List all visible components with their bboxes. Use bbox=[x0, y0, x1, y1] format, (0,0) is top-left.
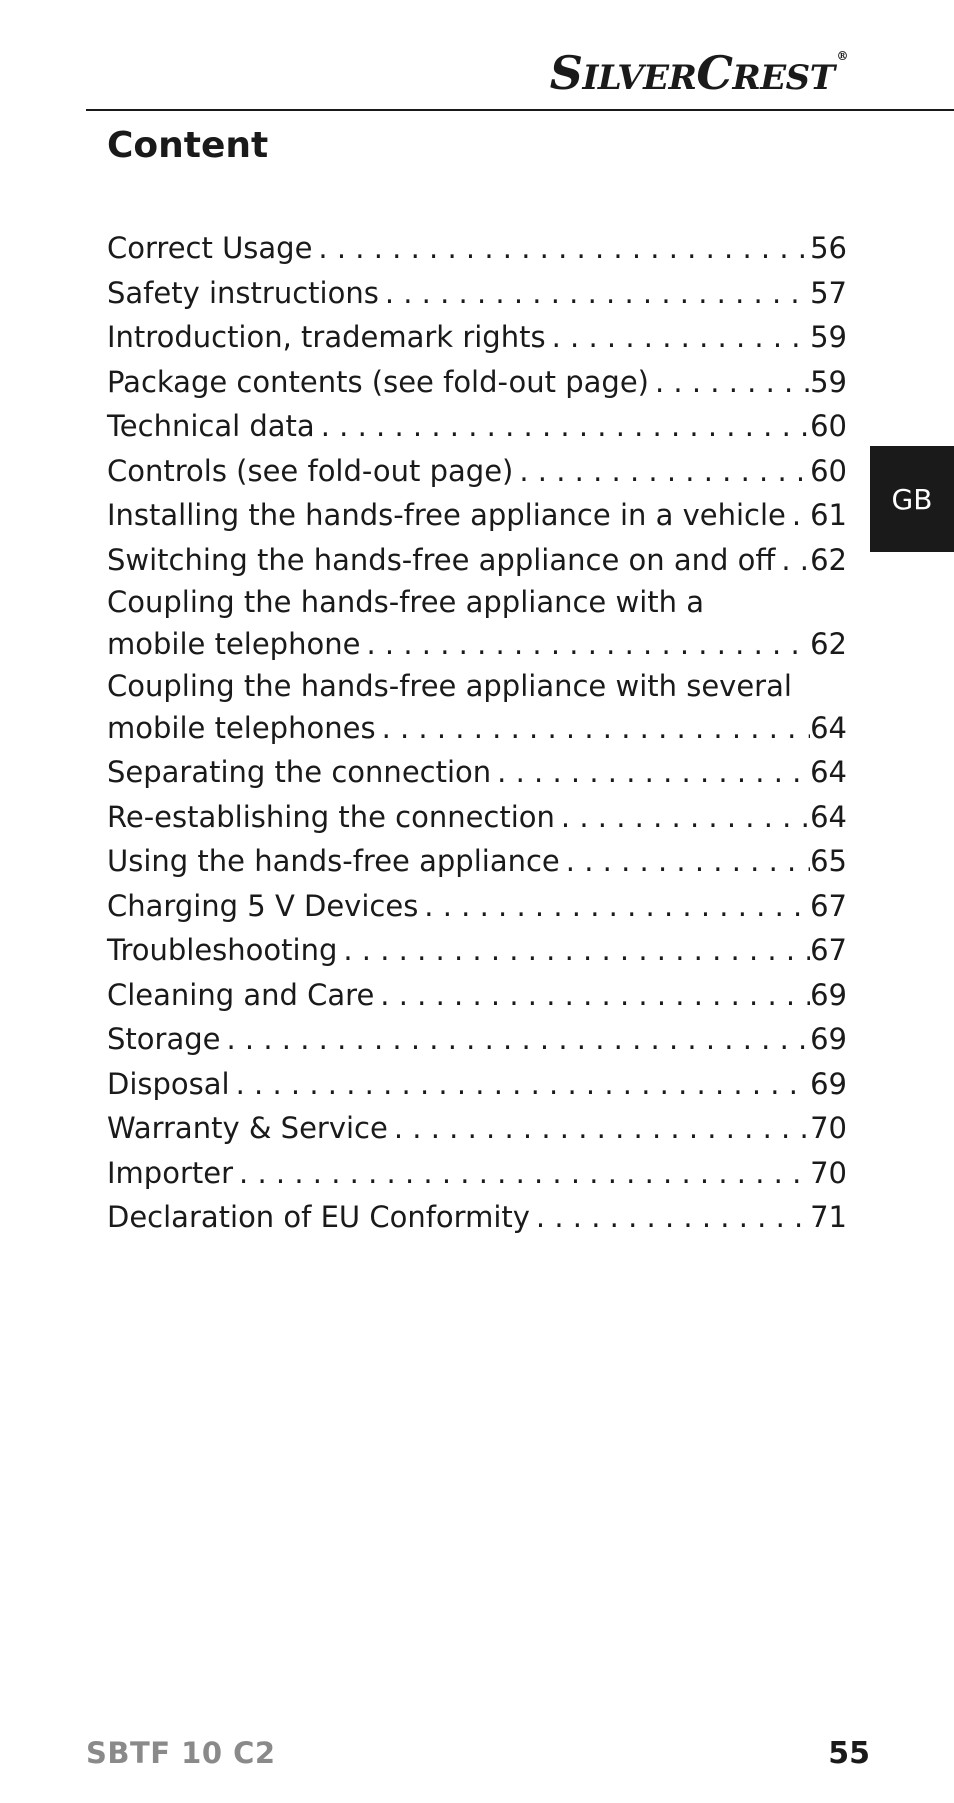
toc-dot-leader bbox=[388, 1106, 810, 1151]
toc-entry[interactable] bbox=[107, 973, 847, 1018]
toc-entry-label: Safety instructions bbox=[107, 275, 379, 310]
toc-entry-label: Installing the hands-free appliance in a vehicle bbox=[107, 498, 786, 532]
toc-entry[interactable] bbox=[107, 928, 847, 973]
toc-entry-page: 69 bbox=[810, 1066, 847, 1101]
toc-entry-page: 64 bbox=[810, 711, 847, 745]
toc-dot-leader bbox=[315, 404, 810, 449]
toc-entry-page: 70 bbox=[810, 1111, 847, 1145]
toc-dot-leader bbox=[530, 1195, 810, 1240]
toc-dot-leader bbox=[546, 315, 811, 360]
toc-dot-leader bbox=[560, 839, 810, 884]
footer-page-number: 55 bbox=[828, 1736, 870, 1771]
brand-logo bbox=[549, 46, 848, 100]
footer-model-number: SBTF 10 C2 bbox=[86, 1736, 276, 1770]
toc-entry[interactable] bbox=[107, 271, 847, 316]
toc-entry[interactable] bbox=[107, 315, 847, 360]
registered-mark: ® bbox=[836, 49, 848, 63]
toc-entry-label: Storage bbox=[107, 1022, 221, 1056]
toc-entry-page: 64 bbox=[810, 755, 847, 789]
toc-entry-page: 62 bbox=[810, 542, 847, 577]
toc-dot-leader bbox=[513, 449, 810, 494]
toc-entry-label: Declaration of EU Conformity bbox=[107, 1200, 530, 1234]
toc-entry[interactable] bbox=[107, 226, 847, 271]
toc-dot-leader bbox=[649, 360, 810, 405]
toc-entry-label: Re-establishing the connection bbox=[107, 799, 555, 834]
toc-dot-leader bbox=[220, 1017, 810, 1062]
toc-entry-page: 56 bbox=[810, 231, 847, 265]
toc-entry-label: Troubleshooting bbox=[107, 933, 338, 967]
language-tab-label: GB bbox=[891, 482, 933, 516]
toc-entry[interactable] bbox=[107, 1062, 847, 1107]
toc-dot-leader bbox=[775, 538, 810, 583]
toc-entry-label: Using the hands-free appliance bbox=[107, 844, 560, 878]
toc-entry-label: Introduction, trademark rights bbox=[107, 320, 546, 354]
toc-entry-label: Correct Usage bbox=[107, 231, 313, 265]
toc-entry-label-line1: Coupling the hands-free appliance with a bbox=[107, 585, 704, 619]
logo-text: ILVER bbox=[582, 58, 697, 98]
toc-entry-label: Cleaning and Care bbox=[107, 977, 375, 1012]
toc-entry[interactable] bbox=[107, 795, 847, 840]
header-divider bbox=[86, 109, 954, 111]
toc-dot-leader bbox=[312, 226, 810, 271]
toc-entry-label: Controls (see fold-out page) bbox=[107, 453, 514, 488]
toc-entry-page: 69 bbox=[810, 977, 847, 1012]
toc-dot-leader bbox=[233, 1151, 810, 1196]
toc-entry-page: 59 bbox=[810, 320, 847, 354]
toc-entry-label: Charging 5 V Devices bbox=[107, 888, 419, 923]
toc-entry-label: Separating the connection bbox=[107, 755, 492, 789]
toc-entry-page: 64 bbox=[810, 799, 847, 834]
page-title: Content bbox=[107, 125, 269, 166]
toc-entry-page: 65 bbox=[810, 844, 847, 878]
toc-dot-leader bbox=[418, 884, 810, 929]
toc-entry-page: 60 bbox=[810, 453, 847, 488]
toc-entry-label: Importer bbox=[107, 1155, 234, 1190]
toc-entry-page: 59 bbox=[810, 364, 847, 399]
toc-entry[interactable] bbox=[107, 360, 847, 405]
toc-entry-page: 70 bbox=[810, 1155, 847, 1190]
toc-entry[interactable] bbox=[107, 666, 847, 750]
toc-entry-label: Warranty & Service bbox=[107, 1111, 388, 1145]
toc-entry-page: 71 bbox=[810, 1200, 847, 1234]
toc-dot-leader bbox=[555, 795, 810, 840]
toc-entry[interactable] bbox=[107, 839, 847, 884]
toc-entry[interactable] bbox=[107, 449, 847, 494]
toc-entry-page: 69 bbox=[810, 1022, 847, 1056]
toc-entry-label: Switching the hands-free appliance on and off bbox=[107, 542, 776, 577]
toc-entry[interactable] bbox=[107, 884, 847, 929]
toc-dot-leader bbox=[230, 1062, 811, 1107]
toc-entry-label: Package contents (see fold-out page) bbox=[107, 364, 649, 399]
toc-entry-page: 62 bbox=[810, 627, 847, 661]
toc-entry-label: mobile telephones bbox=[107, 711, 376, 745]
toc-entry-page: 61 bbox=[810, 498, 847, 532]
toc-entry-page: 60 bbox=[810, 409, 847, 443]
toc-entry-label: Disposal bbox=[107, 1066, 230, 1101]
logo-letter: C bbox=[696, 46, 733, 100]
toc-entry[interactable] bbox=[107, 1017, 847, 1062]
toc-entry-label: Technical data bbox=[107, 409, 315, 443]
toc-dot-leader bbox=[786, 493, 810, 538]
toc-entry[interactable] bbox=[107, 404, 847, 449]
toc-entry[interactable] bbox=[107, 493, 847, 538]
toc-dot-leader bbox=[374, 973, 810, 1018]
logo-text: REST bbox=[732, 58, 835, 98]
language-tab bbox=[870, 446, 954, 552]
toc-entry[interactable] bbox=[107, 1195, 847, 1240]
toc-entry[interactable] bbox=[107, 1106, 847, 1151]
toc-entry-page: 67 bbox=[810, 933, 847, 967]
toc-dot-leader bbox=[491, 750, 810, 795]
toc-dot-leader bbox=[337, 928, 810, 973]
toc-entry[interactable] bbox=[107, 1151, 847, 1196]
toc-entry[interactable] bbox=[107, 538, 847, 583]
toc-entry-label: mobile telephone bbox=[107, 627, 361, 661]
toc-dot-leader bbox=[360, 622, 810, 666]
toc-dot-leader bbox=[379, 271, 810, 316]
toc-dot-leader bbox=[376, 706, 811, 750]
table-of-contents bbox=[107, 226, 847, 1240]
toc-entry-page: 57 bbox=[810, 275, 847, 310]
toc-entry[interactable] bbox=[107, 750, 847, 795]
toc-entry-page: 67 bbox=[810, 888, 847, 923]
logo-letter: S bbox=[549, 46, 583, 100]
toc-entry[interactable] bbox=[107, 582, 847, 666]
toc-entry-label-line1: Coupling the hands-free appliance with several bbox=[107, 669, 792, 703]
